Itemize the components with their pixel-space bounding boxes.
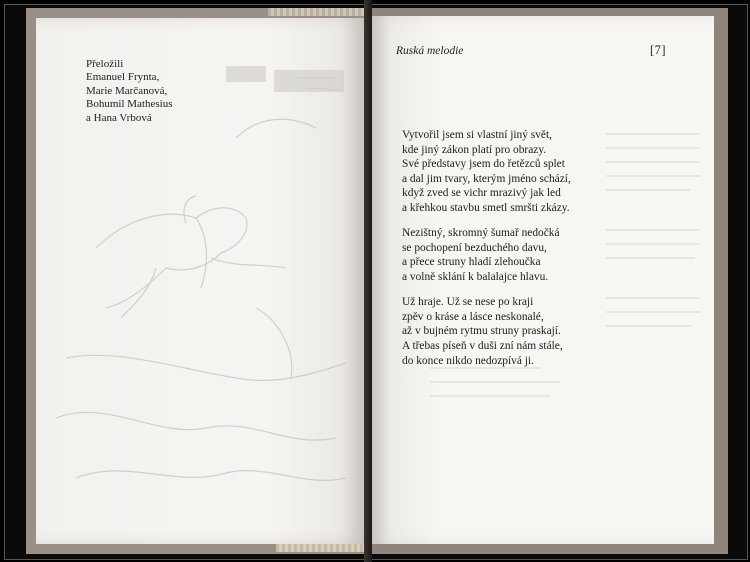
- stanza: [402, 128, 571, 216]
- translators-line: Emanuel Frynta,: [86, 71, 160, 84]
- translators-line: Bohumil Mathesius: [86, 98, 173, 111]
- poem-line: kde jiný zákon platí pro obrazy.: [402, 143, 547, 156]
- poem-line: A třebas píseň v duši zní nám stále,: [402, 339, 563, 352]
- headband-top: [268, 8, 372, 16]
- poem-line: Už hraje. Už se nese po kraji: [402, 296, 534, 309]
- poem-line: do konce nikdo nedozpívá ji.: [402, 354, 534, 367]
- poem-line: Své představy jsem do řetězců splet: [402, 158, 565, 171]
- book-gutter: [364, 0, 372, 562]
- stanza: [402, 295, 571, 368]
- page-number: [7]: [650, 43, 667, 57]
- poem: [402, 128, 571, 379]
- poem-line: když zved se vichr mrazivý jak led: [402, 187, 561, 200]
- poem-line: až v bujném rytmu struny praskají.: [402, 325, 561, 338]
- poem-line: Vytvořil jsem si vlastní jiný svět,: [402, 129, 552, 141]
- poem-line: Nezištný, skromný šumař nedočká: [402, 227, 560, 240]
- running-header: Ruská melodie: [396, 45, 464, 57]
- translators-credit: [86, 58, 172, 125]
- right-page: [370, 16, 714, 544]
- left-page: [36, 18, 364, 544]
- poem-line: se pochopení bezduchého davu,: [402, 241, 547, 254]
- poem-line: zpěv o kráse a lásce neskonalé,: [402, 310, 544, 323]
- poem-line: a dal jim tvary, kterým jméno schází,: [402, 172, 571, 185]
- poem-line: a křehkou stavbu smetl smršti zkázy.: [402, 201, 570, 214]
- poem-line: a přece struny hladí zlehoučka: [402, 256, 541, 269]
- poem-line: a volně sklání k balalajce hlavu.: [402, 270, 549, 283]
- translators-line: Přeložili: [86, 58, 124, 70]
- translators-line: a Hana Vrbová: [86, 111, 152, 124]
- stanza: [402, 226, 571, 284]
- translators-line: Marie Marčanová,: [86, 84, 168, 97]
